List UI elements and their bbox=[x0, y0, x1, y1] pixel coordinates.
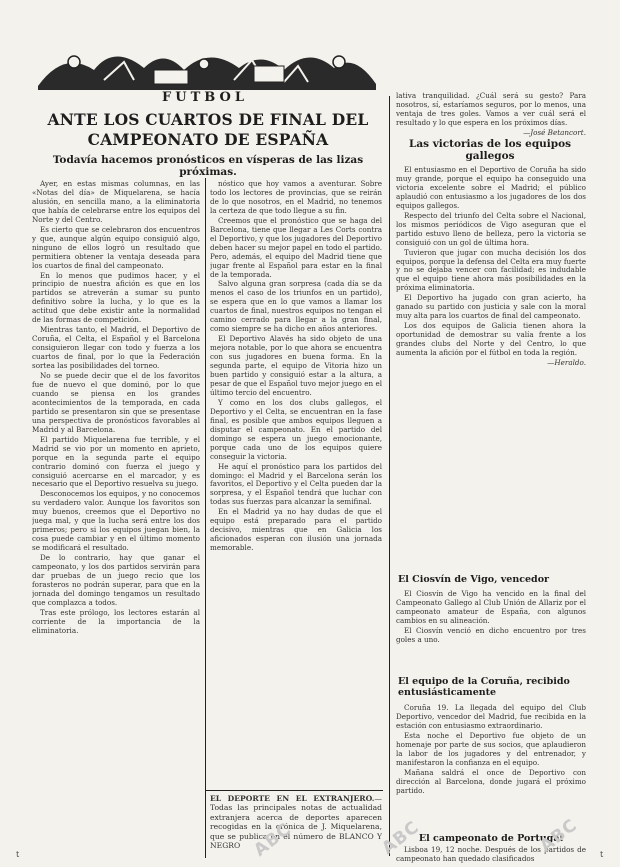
paragraph: Desconocemos los equipos, y no conocemos su verdadero valor. Aunque los favoritos son muy buenos, creemos que el Deportivo no juega mal, y que la lucha será entre los dos primeros; pero si los equipos juegan bien, la cosa puede cambiar y en el último momento se modificará el resultado. bbox=[32, 489, 200, 553]
paragraph: Respecto del triunfo del Celta sobre el Nacional, los mismos periódicos de Vigo aseguran que el partido estuvo lleno de belleza, pero la victoria se consiguió con un gol de última hora. bbox=[396, 210, 586, 247]
signature: —Heraldo. bbox=[547, 358, 586, 368]
paragraph: El Deportivo Alavés ha sido objeto de una mejora notable, por lo que ahora se encuentra con sus jugadores en buena forma. En la segunda parte, el equipo de Vitoria hizo un buen partido y consiguió estar a la altura, a pesar de que el Español tuvo mejor juego en el último tercio del encuentro. bbox=[210, 334, 382, 397]
paragraph: El partido Miquelarena fue terrible, y el Madrid se vio por un momento en aprieto, porque en la segunda parte el equipo contrario dominó con fuerza el juego y consiguió acercarse en el marcador, y es necesario que el Deportivo resuelva su juego. bbox=[32, 434, 200, 489]
paragraph: El entusiasmo en el Deportivo de Coruña ha sido muy grande, porque el equipo ha conseguido una victoria excelente sobre el Madrid; el público aplaudió con entusiasmo a los jugadores de los dos equipos gallegos. bbox=[396, 166, 586, 210]
paragraph: nóstico que hoy vamos a aventurar. Sobre todo los lectores de provincias, que se reirán de lo que nosotros, en el Madrid, no tenemos la certeza de que todo llegue a su fin. bbox=[210, 180, 382, 215]
abc-watermark-stamp: ABC bbox=[378, 817, 424, 859]
sports-abroad-note bbox=[210, 794, 382, 860]
main-article-column-1 bbox=[32, 180, 200, 860]
paragraph: De lo contrario, hay que ganar el campeonato, y los dos partidos servirán para dar pruebas de un juego recio que los forasteros no podrán superar, para que en la jornada del domingo tengamos un resultado que complazca a todos. bbox=[32, 553, 200, 607]
paragraph: Lisboa 19, 12 noche. Después de los partidos de campeonato han quedado clasificados bbox=[396, 846, 586, 863]
main-headline: ANTE LOS CUARTOS DE FINAL DEL CAMPEONATO DE ESPAÑA bbox=[47, 110, 369, 149]
paragraph: El Deportivo ha jugado con gran acierto, ha ganado su partido con justicia y sale con la moral muy alta para los cuartos de final del campeonato. bbox=[396, 293, 586, 321]
paragraph: Y como en los dos clubs gallegos, el Deportivo y el Celta, se encuentran en la fase final, es posible que ambos equipos lleguen a disputar el campeonato. En el partido del domingo se espera un juego emocionante, porque cada uno de los equipos quiere conseguir la victoria. bbox=[210, 397, 382, 461]
abc-watermark-stamp: ABC bbox=[250, 819, 296, 861]
paragraph: En el Madrid ya no hay dudas de que el equipo está preparado para el partido decisivo, mientras que en Galicia los aficionados esperan con ilusión una jornada memorable. bbox=[210, 507, 382, 553]
paragraph: Salvo alguna gran sorpresa (cada día se da menos el caso de los triunfos en un partido), se espera que en lo que vamos a llamar los cuartos de final, nuestros equipos no tengan el camino cerrado para llegar a la gran final, como siempre se ha dicho en años anteriores. bbox=[210, 279, 382, 334]
vertical-column-rule bbox=[205, 178, 206, 858]
paragraph: Es cierto que se celebraron dos encuentros y que, aunque algún equipo consiguió algo, ninguno de ellos logró un resultado que permitiera obtener la ventaja deseada para los cuartos de final del campeonato. bbox=[32, 224, 200, 270]
subheadline: Todavía hacemos pronósticos en vísperas de las lizas próximas. bbox=[52, 154, 364, 178]
signature: —José Betancort. bbox=[523, 127, 586, 137]
abc-watermark-stamp: ABC bbox=[536, 815, 582, 857]
section-label: FUTBOL bbox=[162, 90, 248, 105]
article-title-portugal: El campeonato de Portugal bbox=[418, 833, 564, 844]
article-body-ciosvin bbox=[396, 590, 586, 674]
article-body-coruna-team bbox=[396, 704, 586, 832]
sports-abroad-heading: EL DEPORTE EN EL EXTRANJERO. bbox=[210, 794, 375, 803]
article-body-galician-victories bbox=[396, 166, 586, 568]
paragraph: El Ciosvín de Vigo ha vencido en la final del Campeonato Gallego al Club Unión de Allariz por el campeonato amateur de España, con algunos cambios en su alineación. bbox=[396, 590, 586, 625]
article-title-galician-victories: Las victorias de los equipos gallegos bbox=[408, 138, 572, 162]
paragraph: Tras este prólogo, los lectores estarán al corriente de la importancia de la eliminatoria. bbox=[32, 607, 200, 635]
sports-abroad-text: —Todas las principales notas de actualidad extranjera acerca de deportes aparecen recogidas en la crónica de J. Miquelarena, que se publica en el número de BLANCO Y NEGRO bbox=[210, 794, 382, 851]
article-title-coruna-team: El equipo de la Coruña, recibido entusiásticamente bbox=[398, 676, 570, 698]
right-column-top-text bbox=[396, 92, 586, 140]
paragraph: Esta noche el Deportivo fue objeto de un homenaje por parte de sus socios, que aplaudieron la labor de los jugadores y del entrenador, y manifestaron la confianza en el equipo. bbox=[396, 730, 586, 767]
vertical-column-rule bbox=[389, 96, 390, 856]
article-title-ciosvin: El Ciosvín de Vigo, vencedor bbox=[398, 574, 550, 585]
football-banner-illustration bbox=[34, 40, 379, 92]
paragraph: Ayer, en estas mismas columnas, en las «Notas del día» de Miquelarena, se hacía alusión, en sencilla mano, a la eliminatoria que había de celebrarse entre los equipos del Norte y del Centro. bbox=[32, 180, 200, 224]
paragraph: Coruña 19. La llegada del equipo del Club Deportivo, vencedor del Madrid, fue recibida en la estación con entusiasmo extraordinario. bbox=[396, 704, 586, 730]
horizontal-rule bbox=[205, 790, 383, 791]
main-article-column-2 bbox=[210, 180, 382, 786]
paragraph: En lo menos que pudimos hacer, y el principio de nuestra afición es que en los partidos se atreverán a sumar su punto definitivo sobre la lucha, y lo que es la actitud que debe existir ante la normalidad de las formas de competición. bbox=[32, 270, 200, 325]
paragraph: Creemos que el pronóstico que se haga del Barcelona, tiene que llegar a Les Corts contra el Deportivo, y que los jugadores del Deportivo deben hacer su mejor papel en todo el partido. Pero, además, el equipo del Madrid tiene que jugar frente al Español para estar en la final de la temporada. bbox=[210, 215, 382, 279]
paragraph: Mientras tanto, el Madrid, el Deportivo de Coruña, el Celta, el Español y el Barcelona consiguieron llegar con todo y fuerza a los cuartos de final, por lo que la Federación sortea las posibilidades del torneo. bbox=[32, 325, 200, 371]
paragraph: El Ciosvín venció en dicho encuentro por tres goles a uno. bbox=[396, 625, 586, 644]
paragraph: Los dos equipos de Galicia tienen ahora la oportunidad de demostrar su valía frente a los grandes clubs del Norte y del Centro, lo que aumenta la afición por el fútbol en toda la región. bbox=[396, 321, 586, 358]
paragraph: Mañana saldrá el once de Deportivo con dirección al Barcelona, donde jugará el próximo partido. bbox=[396, 767, 586, 795]
page-mark: t bbox=[16, 850, 20, 859]
paragraph: No se puede decir que el de los favoritos fue de nuevo el que dominó, por lo que cuando se piensa en los grandes acontecimientos de la temporada, en cada partido se presentaron sin que se presentase una perspectiva de pronósticos favorables al Madrid y al Barcelona. bbox=[32, 371, 200, 434]
paragraph: lativa tranquilidad. ¿Cuál será su gesto? Para nosotros, sí, estaríamos seguros, por lo menos, una ventaja de tres goles. Vamos a ver cuál será el resultado y lo que espera en los próximos días. bbox=[396, 92, 586, 127]
page-mark: t bbox=[600, 850, 604, 859]
paragraph: He aquí el pronóstico para los partidos del domingo: el Madrid y el Barcelona serán los favoritos, el Deportivo y el Celta pueden dar la sorpresa, y el Español tendrá que luchar con todas sus fuerzas para alcanzar la semifinal. bbox=[210, 461, 382, 507]
paragraph: Tuvieron que jugar con mucha decisión los dos equipos, porque la defensa del Celta era muy fuerte y no se dejaba vencer con facilidad; es indudable que el equipo tiene ahora más posibilidades en la próxima eliminatoria. bbox=[396, 247, 586, 293]
